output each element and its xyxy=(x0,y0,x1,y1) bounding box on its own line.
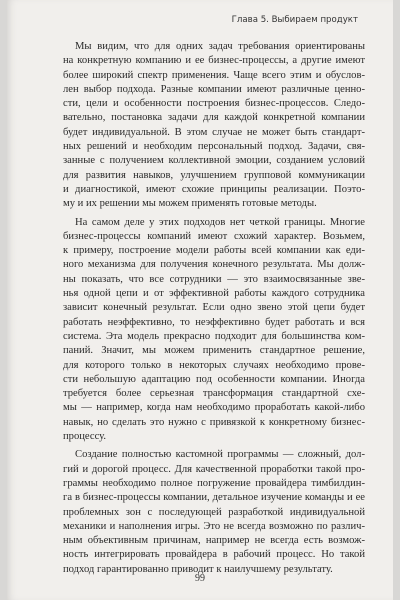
text-line: му и их решении мы можем применять готовые методы. xyxy=(63,198,317,210)
page-number: 99 xyxy=(195,573,205,584)
text-line: занные с получением коллективной эмоции, созданием условий xyxy=(63,155,365,167)
text-line: граммы необходимо полное погружение провайдера тимбилдин- xyxy=(63,477,365,489)
text-line: будет индивидуальной. В этом случае не может быть стандарт- xyxy=(63,126,365,138)
text-line: ных решений и необходим персональный подход. Задачи, свя- xyxy=(63,141,365,153)
text-line: ность интегрировать провайдера в рабочий процесс. Но такой xyxy=(63,549,365,561)
text-line: для развития навыков, улучшением групповой коммуникации xyxy=(63,169,365,181)
text-line: более широкий спектр применения. Чаще всего этим и обуслов- xyxy=(63,69,365,81)
text-line: вательно, постановка задачи для каждой конкретной компании xyxy=(63,112,365,124)
text-line: ного механизма для получения конечного результата. Мы долж- xyxy=(63,259,365,271)
text-line: работать неэффективно, то неэффективно будет работать и вся xyxy=(63,316,365,328)
text-line: навык, но сделать это нужно с привязкой к конкретному бизнес- xyxy=(63,416,365,428)
text-line: система. Эта модель прекрасно подходит для большинства ком- xyxy=(63,330,365,342)
book-page xyxy=(7,0,393,600)
text-line: гий и дорогой процесс. Для качественной проработки такой про- xyxy=(63,463,365,475)
text-line: Создание полностью кастомной программы — сложный, дол- xyxy=(75,449,365,461)
body-text xyxy=(63,40,365,581)
text-line: подход гарантированно приводит к наилучшему результату. xyxy=(63,563,333,575)
text-line: нья одной цепи и от эффективной работы каждого сотрудника xyxy=(63,288,365,300)
text-line: га в бизнес-процессы компании, детальное изучение команды и ее xyxy=(63,492,365,504)
text-line: требуется более серьезная трансформация стандартной схе- xyxy=(63,388,365,400)
text-line: лен выбор подхода. Разные компании имеют различные ценно- xyxy=(63,83,365,95)
text-line: зависит конечный результат. Если одно звено этой цепи будет xyxy=(63,302,365,314)
text-line: сти, цели и особенности построения бизнес-процессов. Следо- xyxy=(63,98,365,110)
text-line: проблемных зон с последующей разработкой индивидуальной xyxy=(63,506,365,518)
text-line: ны показать, что все сотрудники — это взаимосвязанные зве- xyxy=(63,273,365,285)
text-line: ным объективным причинам, например не всегда есть возмож- xyxy=(63,535,365,547)
text-line: процессу. xyxy=(63,431,107,443)
text-line: для которого только в некоторых случаях необходимо прове- xyxy=(63,359,365,371)
text-line: и диагностикой, имеют схожие принципы реализации. Поэто- xyxy=(63,183,365,195)
paragraph xyxy=(63,216,365,445)
paragraph xyxy=(63,40,365,212)
text-line: мы — например, когда нам необходимо проработать какой-либо xyxy=(63,402,365,414)
text-line: на конкретную компанию и ее бизнес-процессы, а другие имеют xyxy=(63,55,365,67)
text-line: паний. Значит, мы можем применить стандартное решение, xyxy=(63,345,365,357)
text-line: к примеру, построение модели работы всей компании как еди- xyxy=(63,245,365,257)
paragraph xyxy=(63,448,365,577)
text-line: Мы видим, что для одних задач требования ориентированы xyxy=(75,41,365,52)
text-line: бизнес-процессы компаний имеют схожий характер. Возьмем, xyxy=(63,230,365,242)
text-line: механики и наполнения игры. Это не всегда возможно по различ- xyxy=(63,520,365,532)
text-line: сти небольшую адаптацию под особенности компании. Иногда xyxy=(63,373,365,385)
running-head: Глава 5. Выбираем продукт xyxy=(231,15,358,25)
text-line: На самом деле у этих подходов нет четкой границы. Многие xyxy=(75,216,365,228)
